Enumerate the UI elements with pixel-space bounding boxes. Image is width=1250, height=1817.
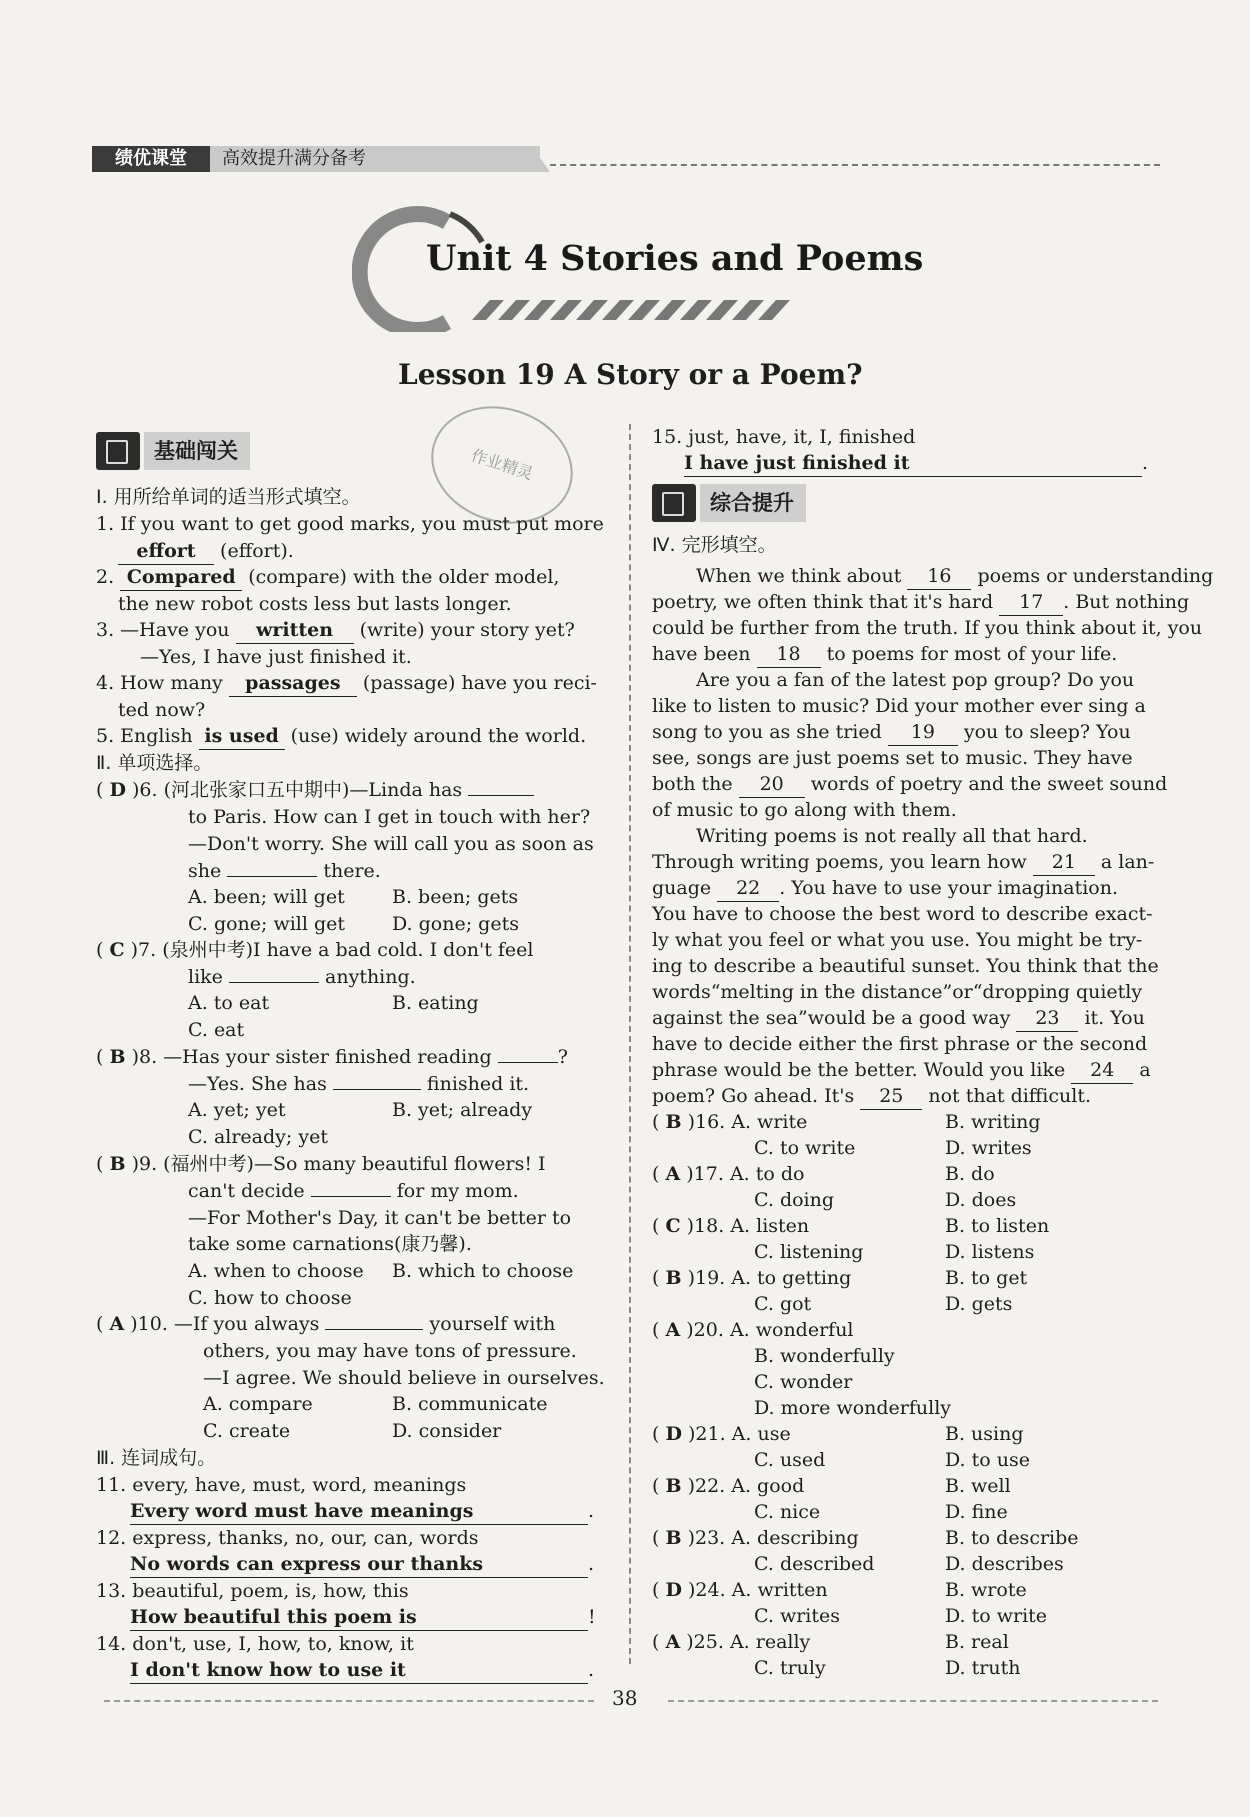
answer-blank: written (236, 617, 354, 644)
question-line: effort (effort). (118, 538, 294, 565)
question-line: can't decide for my mom. (188, 1180, 519, 1202)
passage-line: poetry, we often think that it's hard 17 . But nothing (652, 589, 1189, 616)
passage-line: see, songs are just poems set to music. They have (652, 747, 1133, 769)
cloze-question: ( B )16. A. write (652, 1111, 808, 1133)
passage-line: have been 18 to poems for most of your life. (652, 641, 1117, 668)
option: C. listening (754, 1241, 864, 1263)
cloze-blank: 25 (860, 1083, 922, 1110)
cloze-question: ( B )19. A. to getting (652, 1267, 852, 1289)
question-text: 13. beautiful, poem, is, how, this (96, 1580, 409, 1602)
question-text: —Don't worry. She will call you as soon as (188, 833, 594, 855)
option: C. eat (188, 1019, 245, 1041)
option: C. how to choose (188, 1287, 352, 1309)
answer-choice: B (109, 1153, 126, 1175)
brand-label: 绩优课堂 (92, 146, 210, 172)
section-heading: Ⅰ. 用所给单词的适当形式填空。 (96, 486, 361, 508)
option: B. well (945, 1475, 1011, 1497)
option: B. to describe (945, 1527, 1079, 1549)
passage-line: song to you as she tried 19 you to sleep? You (652, 719, 1131, 746)
answer-choice: D (109, 779, 126, 801)
option: C. writes (754, 1605, 840, 1627)
passage-line: You have to choose the best word to describe exact- (652, 903, 1153, 925)
option: B. writing (945, 1111, 1041, 1133)
banner-label: 基础闯关 (144, 432, 250, 470)
section-heading: Ⅱ. 单项选择。 (96, 752, 213, 774)
option: C. already; yet (188, 1126, 328, 1148)
cloze-question: ( B )23. A. describing (652, 1527, 859, 1549)
cloze-blank: 19 (888, 719, 958, 746)
option: D. gone; gets (392, 913, 519, 935)
unit-title: Unit 4 Stories and Poems (426, 238, 924, 279)
section-heading: Ⅳ. 完形填空。 (652, 534, 777, 556)
passage-line: ing to describe a beautiful sunset. You think that the (652, 955, 1159, 977)
banner-label: 综合提升 (700, 484, 806, 522)
sentence-answer: I don't know how to use it (130, 1657, 588, 1684)
passage-line: When we think about 16 poems or understanding (696, 563, 1213, 590)
cloze-blank: 23 (1016, 1005, 1078, 1032)
option: D. listens (945, 1241, 1035, 1263)
notebook-icon (652, 484, 696, 522)
option: B. using (945, 1423, 1024, 1445)
option: D. writes (945, 1137, 1032, 1159)
cloze-blank: 17 (999, 589, 1063, 616)
cloze-question: ( C )18. A. listen (652, 1215, 810, 1237)
passage-line: both the 20 words of poetry and the sweet sound (652, 771, 1167, 798)
question-text: 11. every, have, must, word, meanings (96, 1474, 467, 1496)
watermark-stamp: 作业精灵 (416, 389, 588, 542)
option: B. eating (392, 992, 479, 1014)
option: B. real (945, 1631, 1009, 1653)
answer-blank: passages (229, 670, 357, 697)
question-line: —Yes. She has finished it. (188, 1073, 530, 1095)
question-line: ( D )6. (河北张家口五中期中)—Linda has (96, 777, 534, 803)
option: D. gets (945, 1293, 1013, 1315)
passage-line: guage 22 . You have to use your imagination. (652, 875, 1118, 902)
question-line: 4. How many passages (passage) have you reci- (96, 670, 597, 697)
option: B. wrote (945, 1579, 1027, 1601)
option: D. consider (392, 1420, 502, 1442)
sentence-answer: No words can express our thanks (130, 1551, 588, 1578)
option: A. yet; yet (188, 1099, 286, 1121)
cloze-question: ( D )24. A. written (652, 1579, 828, 1601)
option: D. fine (945, 1501, 1008, 1523)
passage-line: poem? Go ahead. It's 25 not that difficult. (652, 1083, 1091, 1110)
option: D. to write (945, 1605, 1048, 1627)
cloze-question: ( B )22. A. good (652, 1475, 805, 1497)
answer-line: No words can express our thanks . (130, 1551, 594, 1578)
option: C. used (754, 1449, 826, 1471)
option: A. when to choose (188, 1260, 364, 1282)
option: C. described (754, 1553, 875, 1575)
question-text: the new robot costs less but lasts longer. (118, 593, 512, 615)
lesson-title: Lesson 19 A Story or a Poem? (398, 358, 863, 391)
option: B. do (945, 1163, 995, 1185)
option: D. does (945, 1189, 1017, 1211)
question-text: ted now? (118, 699, 206, 721)
question-line: ( B )8. —Has your sister finished reading ? (96, 1046, 568, 1068)
option: A. to eat (188, 992, 270, 1014)
cloze-blank: 24 (1071, 1057, 1133, 1084)
question-line: ( A )10. —If you always yourself with (96, 1313, 556, 1335)
passage-line: have to decide either the first phrase or the second (652, 1033, 1148, 1055)
question-line: like anything. (188, 966, 416, 988)
option: C. gone; will get (188, 913, 346, 935)
answer-line: I don't know how to use it . (130, 1657, 594, 1684)
question-text: 12. express, thanks, no, our, can, words (96, 1527, 479, 1549)
section-heading: Ⅲ. 连词成句。 (96, 1447, 217, 1469)
slogan-label: 高效提升满分备考 (210, 146, 540, 172)
notebook-icon (96, 432, 140, 470)
answer-blank: effort (118, 538, 214, 565)
option: B. to get (945, 1267, 1028, 1289)
page-header (92, 142, 1160, 176)
passage-line: Through writing poems, you learn how 21 a lan- (652, 849, 1154, 876)
option: C. truly (754, 1657, 826, 1679)
answer-line: How beautiful this poem is ! (130, 1604, 596, 1631)
question-text: —For Mother's Day, it can't be better to (188, 1207, 572, 1229)
option: C. nice (754, 1501, 821, 1523)
option: D. more wonderfully (754, 1397, 952, 1419)
option: B. to listen (945, 1215, 1050, 1237)
option: B. communicate (392, 1393, 548, 1415)
passage-line: phrase would be the better. Would you like 24 a (652, 1057, 1151, 1084)
question-text: 15. just, have, it, I, finished (652, 426, 916, 448)
cloze-question: ( A )25. A. really (652, 1631, 811, 1653)
cloze-blank: 20 (739, 771, 805, 798)
answer-line: Every word must have meanings . (130, 1498, 594, 1525)
option: C. create (203, 1420, 291, 1442)
option: B. which to choose (392, 1260, 574, 1282)
answer-blank: Compared (120, 564, 242, 591)
column-divider (629, 424, 631, 1664)
question-line: ( B )9. (福州中考)—So many beautiful flowers! I (96, 1153, 546, 1175)
option: D. to use (945, 1449, 1030, 1471)
passage-line: of music to go along with them. (652, 799, 957, 821)
cloze-blank: 22 (717, 875, 779, 902)
header-divider (550, 164, 1160, 166)
answer-choice: A (109, 1313, 125, 1335)
passage-line: Writing poems is not really all that hard. (696, 825, 1088, 847)
question-text: take some carnations(康乃馨). (188, 1233, 472, 1255)
question-text: —Yes, I have just finished it. (140, 646, 412, 668)
option: D. describes (945, 1553, 1064, 1575)
option: C. wonder (754, 1371, 853, 1393)
question-text: to Paris. How can I get in touch with her? (188, 806, 591, 828)
passage-line: like to listen to music? Did your mother ever sing a (652, 695, 1146, 717)
question-text: —I agree. We should believe in ourselves. (203, 1367, 605, 1389)
option: B. wonderfully (754, 1345, 895, 1367)
option: A. compare (203, 1393, 313, 1415)
option: A. been; will get (188, 886, 345, 908)
passage-line: words“melting in the distance”or“dropping quietly (652, 981, 1143, 1003)
question-line: 5. English is used (use) widely around the world. (96, 723, 586, 750)
option: D. truth (945, 1657, 1021, 1679)
cloze-blank: 21 (1033, 849, 1095, 876)
answer-line: I have just finished it . (684, 450, 1148, 477)
option: B. yet; already (392, 1099, 533, 1121)
option: B. been; gets (392, 886, 519, 908)
sentence-answer: How beautiful this poem is (130, 1604, 588, 1631)
question-line: she there. (188, 860, 381, 882)
question-line: 2. Compared (compare) with the older model, (96, 564, 559, 591)
question-line: 3. —Have you written (write) your story yet? (96, 617, 575, 644)
passage-line: against the sea”would be a good way 23 it. You (652, 1005, 1145, 1032)
passage-line: ly what you feel or what you use. You might be try- (652, 929, 1143, 951)
cloze-question: ( A )20. A. wonderful (652, 1319, 854, 1341)
option: C. to write (754, 1137, 856, 1159)
answer-choice: B (109, 1046, 126, 1068)
page-number: 38 (612, 1686, 638, 1710)
question-text: 14. don't, use, I, how, to, know, it (96, 1633, 414, 1655)
cloze-question: ( A )17. A. to do (652, 1163, 805, 1185)
answer-blank: is used (199, 723, 285, 750)
question-text: 1. If you want to get good marks, you must put more (96, 513, 604, 535)
cloze-blank: 16 (907, 563, 971, 590)
footer-divider (104, 1700, 594, 1702)
sentence-answer: Every word must have meanings (130, 1498, 588, 1525)
cloze-blank: 18 (757, 641, 821, 668)
passage-line: Are you a fan of the latest pop group? Do you (696, 669, 1135, 691)
option: C. got (754, 1293, 812, 1315)
question-text: others, you may have tons of pressure. (203, 1340, 577, 1362)
answer-choice: C (109, 939, 125, 961)
passage-line: could be further from the truth. If you think about it, you (652, 617, 1203, 639)
question-line: ( C )7. (泉州中考)I have a bad cold. I don't feel (96, 939, 534, 961)
footer-divider (668, 1700, 1158, 1702)
sentence-answer: I have just finished it (684, 450, 1142, 477)
cloze-question: ( D )21. A. use (652, 1423, 791, 1445)
option: C. doing (754, 1189, 835, 1211)
